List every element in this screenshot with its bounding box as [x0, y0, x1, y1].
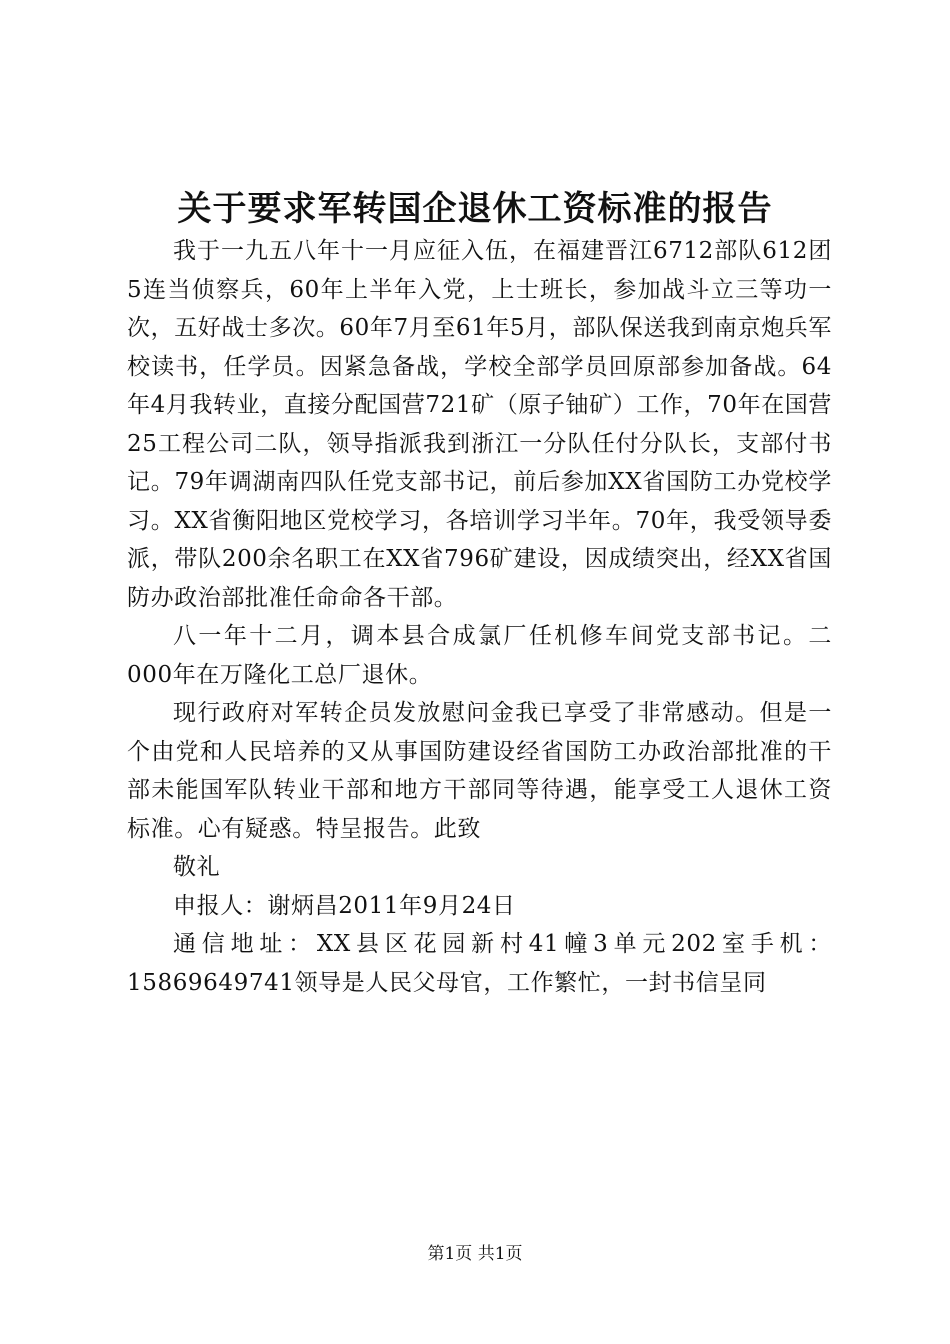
applicant-signature-line: 申报人：谢炳昌2011年9月24日 [173, 892, 516, 919]
paragraph-request: 现行政府对军转企员发放慰问金我已享受了非常感动。但是一个由党和人民培养的又从事国防建设经省国防工办政治部批准的干部未能国军队转业干部和地方干部同等待遇，能享受工人退休工资标准。心有疑惑。特呈报告。此致 [127, 700, 832, 842]
document-title: 关于要求军转国企退休工资标准的报告 [177, 189, 773, 229]
page-footer: 第1页 共1页 [427, 1244, 523, 1264]
paragraph-service-history: 我于一九五八年十一月应征入伍，在福建晋江6712部队612团5连当侦察兵，60年上半年入党，上士班长，参加战斗立三等功一次，五好战士多次。60年7月至61年5月，部队保送我到南京炮兵军校读书，任学员。因紧急备战，学校全部学员回原部参加备战。64年4月我转业，直接分配国营721矿（原子铀矿）工作，70年在国营25工程公司二队，领导指派我到浙江一分队任付分队长，支部付书记。79年调湖南四队任党支部书记，前后参加XX省国防工办党校学习。XX省衡阳地区党校学习，各培训学习半年。70年，我受领导委派，带队200余名职工在XX省796矿建设，因成绩突出，经XX省国防办政治部批准任命命各干部。 [127, 238, 832, 611]
contact-address: 通信地址：XX县区花园新村41幢3单元202室手机：15869649741领导是人民父母官，工作繁忙，一封书信呈同 [127, 931, 832, 996]
document-body [127, 232, 832, 1002]
paragraph-retirement: 八一年十二月，调本县合成氯厂任机修车间党支部书记。二000年在万隆化工总厂退休。 [127, 623, 832, 688]
closing-salutation: 敬礼 [173, 854, 221, 880]
